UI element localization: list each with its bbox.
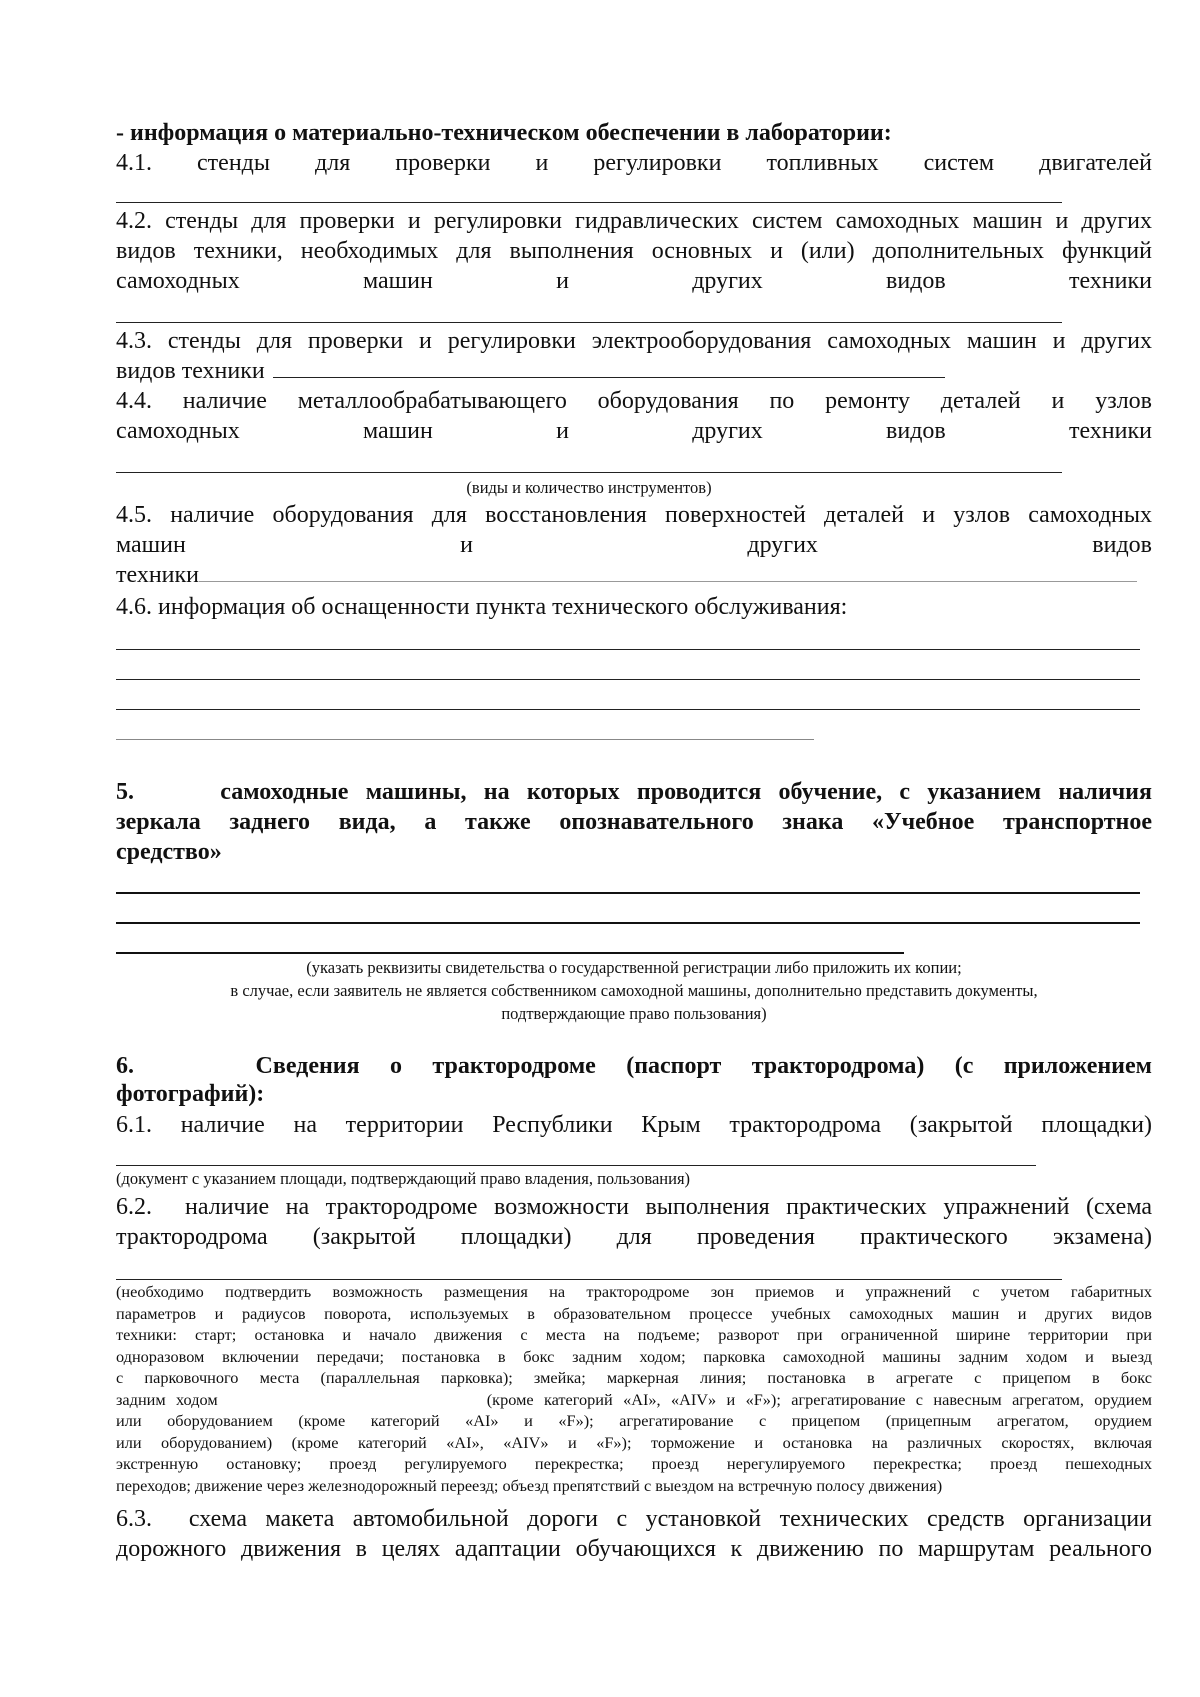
caption-6-1: (документ с указанием площади, подтверждающий право владения, пользования): [116, 1169, 691, 1188]
fill-line-4-4[interactable]: [116, 472, 1062, 473]
item-4-3-line2-text: видов техники: [116, 358, 265, 384]
fill-line-5-c[interactable]: [116, 952, 904, 954]
note-line: одноразовом включении передачи; постановка в бокс задним ходом; парковка самоходной машины задним ходом и выезд: [116, 1346, 1152, 1366]
note-6-2: [116, 1281, 1152, 1496]
material-support-heading: - информация о материально-техническом обеспечении в лаборатории:: [116, 120, 892, 146]
item-4-5-line2: машин и других видов: [116, 532, 1152, 558]
note-line: техники: старт; остановка и начало движения с места на подъеме; разворот при ограниченной ширине территории при: [116, 1325, 1152, 1344]
item-6-3-line1: 6.3. схема макета автомобильной дороги с установкой технических средств организации: [116, 1506, 1152, 1532]
item-6-3-line2: дорожного движения в целях адаптации обучающихся к движению по маршрутам реального: [116, 1536, 1152, 1562]
item-4-5-line1: 4.5. наличие оборудования для восстановления поверхностей деталей и узлов самоходных: [116, 502, 1152, 528]
caption-5-line2: в случае, если заявитель не является собственником самоходной машины, дополнительно представить документы,: [230, 981, 1038, 1000]
note-line: или оборудованием (кроме категорий «AI» и «F»); агрегатирование с прицепом (прицепным агрегатом, орудием: [116, 1411, 1152, 1430]
item-4-4-line2: самоходных машин и других видов техники: [116, 418, 1152, 444]
item-6-2-line2: трактородрома (закрытой площадки) для проведения практического экзамена): [116, 1224, 1152, 1250]
item-4-6: 4.6. информация об оснащенности пункта технического обслуживания:: [116, 594, 848, 620]
fill-line-4-3[interactable]: [273, 359, 945, 378]
section-6-line2: фотографий):: [116, 1081, 265, 1107]
section-5-line2: зеркала заднего вида, а также опознавательного знака «Учебное транспортное: [116, 809, 1152, 835]
item-4-4-line1: 4.4. наличие металлообрабатывающего оборудования по ремонту деталей и узлов: [116, 388, 1152, 414]
section-5-line1: 5. самоходные машины, на которых проводится обучение, с указанием наличия: [116, 779, 1152, 805]
caption-5-line1: (указать реквизиты свидетельства о государственной регистрации либо приложить их копии;: [306, 958, 962, 977]
note-line: экстренную остановку; проезд регулируемого перекрестка; проезд нерегулируемого перекрестка; проезд пешеходных: [116, 1454, 1152, 1473]
fill-line-4-6-c[interactable]: [116, 709, 1140, 710]
note-line: параметров и радиусов поворота, используемых в образовательном процессе учебных самоходных машин и других видов: [116, 1303, 1152, 1323]
note-line: с парковочного места (параллельная парковка); змейка; маркерная линия; постановка в агрегате с прицепом в бокс: [116, 1368, 1152, 1387]
item-4-5-line3-text: техники: [116, 562, 200, 588]
fill-line-6-2[interactable]: [116, 1279, 1062, 1280]
fill-line-4-6-d[interactable]: [116, 739, 814, 740]
item-4-1: 4.1. стенды для проверки и регулировки топливных систем двигателей: [116, 150, 1152, 176]
fill-line-5-a[interactable]: [116, 892, 1140, 894]
note-line: (необходимо подтвердить возможность размещения на трактородроме зон приемов и упражнений с учетом габаритных: [116, 1282, 1152, 1301]
fill-line-6-1[interactable]: [116, 1165, 1036, 1166]
note-line: задним ходом (кроме категорий «AI», «AIV» и «F»); агрегатирование с навесным агрегатом, орудием: [116, 1389, 1152, 1409]
fill-line-4-1[interactable]: [116, 202, 1062, 203]
item-4-3-line2: [116, 356, 1152, 386]
fill-line-4-2[interactable]: [116, 322, 1062, 323]
item-4-5-line3: [116, 560, 1152, 590]
section-6-line1: 6. Сведения о трактородроме (паспорт трактородрома) (с приложением: [116, 1053, 1152, 1079]
item-6-2-line1: 6.2. наличие на трактородроме возможности выполнения практических упражнений (схема: [116, 1194, 1152, 1220]
caption-4-4: (виды и количество инструментов): [466, 478, 712, 497]
note-line: переходов; движение через железнодорожный переезд; объезд препятствий с выездом на встречную полосу движения): [116, 1475, 943, 1495]
fill-line-4-6-a[interactable]: [116, 649, 1140, 650]
caption-5-line3: подтверждающие право пользования): [501, 1004, 767, 1023]
fill-line-4-6-b[interactable]: [116, 679, 1140, 680]
section-5-line3: средство»: [116, 839, 222, 865]
item-4-2-line3: самоходных машин и других видов техники: [116, 268, 1152, 294]
fill-line-4-5[interactable]: [199, 563, 1137, 582]
note-line: или оборудованием) (кроме категорий «AI», «AIV» и «F»); торможение и остановка на различных скоростях, включая: [116, 1432, 1152, 1452]
fill-line-5-b[interactable]: [116, 922, 1140, 924]
item-6-1: 6.1. наличие на территории Республики Крым трактородрома (закрытой площадки): [116, 1112, 1152, 1138]
item-4-2-line1: 4.2. стенды для проверки и регулировки гидравлических систем самоходных машин и других: [116, 208, 1152, 234]
item-4-2-line2: видов техники, необходимых для выполнения основных и (или) дополнительных функций: [116, 238, 1152, 264]
item-4-3-line1: 4.3. стенды для проверки и регулировки электрооборудования самоходных машин и других: [116, 328, 1152, 354]
